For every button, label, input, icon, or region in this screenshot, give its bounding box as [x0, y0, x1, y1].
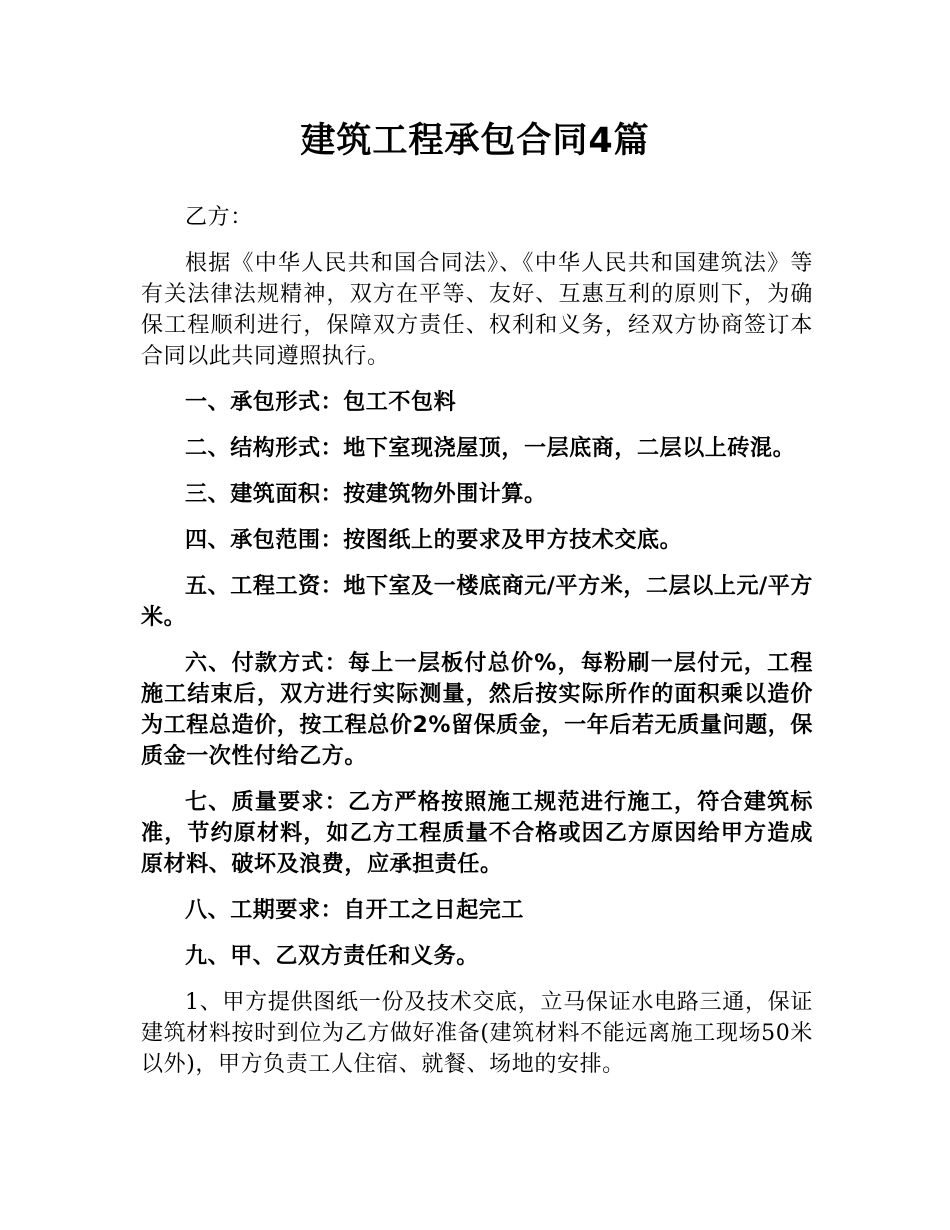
paragraph-preamble: 根据《中华人民共和国合同法》、《中华人民共和国建筑法》等有关法律法规精神，双方在平等、友好、互惠互利的原则下，为确保工程顺利进行，保障双方责任、权利和义务，经双方协商签订本合同以此共同遵照执行。 — [141, 251, 813, 369]
clause-2-structure-form: 二、结构形式：地下室现浇屋顶，一层底商，二层以上砖混。 — [185, 436, 796, 461]
paragraph-party-b: 乙方： — [185, 205, 253, 230]
document-body — [141, 202, 813, 1095]
clause-3-building-area: 三、建筑面积：按建筑物外围计算。 — [185, 482, 547, 507]
sub-clause-1-party-a-duties: 1、甲方提供图纸一份及技术交底，立马保证水电路三通，保证建筑材料按时到位为乙方做好准备(建筑材料不能远离施工现场50米以外)，甲方负责工人住宿、就餐、场地的安排。 — [141, 990, 813, 1077]
clause-5-wages: 五、工程工资：地下室及一楼底商元/平方米，二层以上元/平方米。 — [141, 574, 813, 630]
clause-1-contract-form: 一、承包形式：包工不包料 — [185, 390, 457, 415]
clause-7-quality: 七、质量要求：乙方严格按照施工规范进行施工，符合建筑标准，节约原材料，如乙方工程质量不合格或因乙方原因给甲方造成原材料、破坏及浪费，应承担责任。 — [141, 790, 813, 877]
clause-4-contract-scope: 四、承包范围：按图纸上的要求及甲方技术交底。 — [185, 528, 683, 553]
document-title: 建筑工程承包合同4篇 — [300, 121, 650, 161]
clause-8-schedule: 八、工期要求：自开工之日起完工 — [185, 898, 525, 923]
clause-9-responsibilities: 九、甲、乙双方责任和义务。 — [185, 944, 479, 969]
clause-6-payment: 六、付款方式：每上一层板付总价%，每粉刷一层付元，工程施工结束后，双方进行实际测量，然后按实际所作的面积乘以造价为工程总造价，按工程总价2%留保质金，一年后若无质量问题，保质金一次性付给乙方。 — [141, 651, 813, 769]
